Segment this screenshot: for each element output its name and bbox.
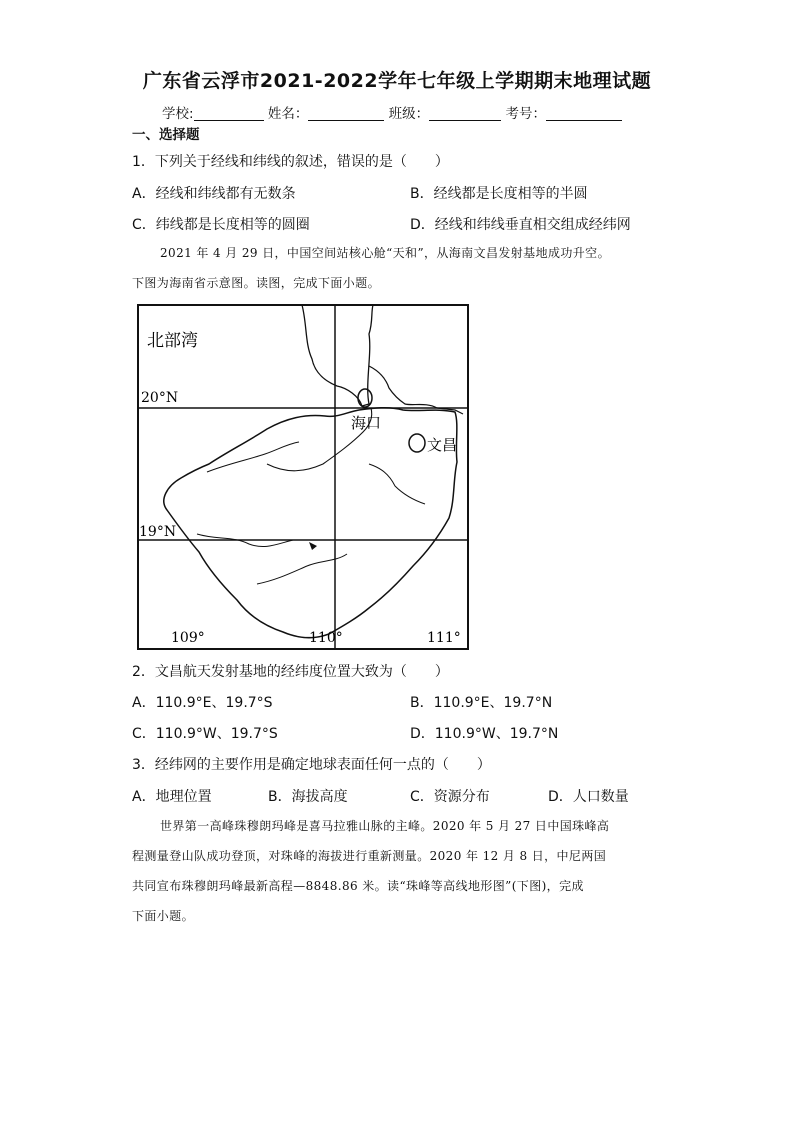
q3-option-d[interactable]: D．人口数量 <box>548 789 629 805</box>
q2-option-b[interactable]: B．110.9°E、19.7°N <box>410 695 553 711</box>
label-111: 111° <box>427 630 461 646</box>
label-haikou: 海口 <box>351 414 382 432</box>
name-label: 姓名： <box>267 106 309 122</box>
q2-option-d[interactable]: D．110.9°W、19.7°N <box>410 726 559 742</box>
peak-marker <box>309 542 317 550</box>
haikou-marker <box>358 389 372 407</box>
number-label: 考号： <box>505 106 546 122</box>
class-label: 班级： <box>388 106 430 122</box>
school-blank[interactable] <box>194 106 264 121</box>
passage-tianhe-line2: 下图为海南省示意图。读图，完成下面小题。 <box>132 276 381 290</box>
map-frame <box>138 305 468 649</box>
hainan-map <box>137 304 469 650</box>
q3-option-b[interactable]: B．海拔高度 <box>268 789 348 805</box>
mainland-coastline <box>302 305 373 406</box>
river-wanquan <box>369 464 425 504</box>
q2-option-c[interactable]: C．110.9°W、19.7°S <box>132 726 278 742</box>
passage-tianhe-line1: 2021 年 4 月 29 日，中国空间站核心舱“天和”，从海南文昌发射基地成功升空。 <box>160 246 610 260</box>
label-19n: 19°N <box>139 524 177 540</box>
q1-option-c[interactable]: C．纬线都是长度相等的圆圈 <box>132 217 310 233</box>
class-blank[interactable] <box>429 106 501 121</box>
label-wenchang: 文昌 <box>427 436 458 454</box>
wenchang-marker <box>409 434 425 452</box>
label-110: 110° <box>309 630 343 646</box>
passage-everest-line4: 下面小题。 <box>132 909 195 923</box>
q1-option-a[interactable]: A．经线和纬线都有无数条 <box>132 186 296 202</box>
number-blank[interactable] <box>546 106 622 121</box>
hainan-island-coastline <box>164 408 457 638</box>
school-label: 学校: <box>162 106 194 122</box>
mainland-east-coast <box>369 366 463 414</box>
passage-everest-line1: 世界第一高峰珠穆朗玛峰是喜马拉雅山脉的主峰。2020 年 5 月 27 日中国珠峰高 <box>160 819 610 833</box>
passage-everest-line3: 共同宣布珠穆朗玛峰最新高程—8848.86 米。读“珠峰等高线地形图”(下图)，完成 <box>132 879 584 893</box>
exam-title: 广东省云浮市2021-2022学年七年级上学期期末地理试题 <box>142 70 652 92</box>
name-blank[interactable] <box>308 106 384 121</box>
q3-option-c[interactable]: C．资源分布 <box>410 789 490 805</box>
passage-everest-line2: 程测量登山队成功登顶，对珠峰的海拔进行重新测量。2020 年 12 月 8 日，中尼两国 <box>132 849 607 863</box>
student-info-row <box>162 102 622 122</box>
q1-stem: 1．下列关于经线和纬线的叙述，错误的是（ ） <box>132 154 449 170</box>
label-20n: 20°N <box>141 390 179 406</box>
label-109: 109° <box>171 630 205 646</box>
label-beibu-gulf: 北部湾 <box>147 331 198 351</box>
q1-option-d[interactable]: D．经线和纬线垂直相交组成经纬网 <box>410 217 631 233</box>
q1-option-b[interactable]: B．经线都是长度相等的半圆 <box>410 186 588 202</box>
q3-stem: 3．经纬网的主要作用是确定地球表面任何一点的（ ） <box>132 757 491 773</box>
passage-everest <box>132 811 662 931</box>
q3-option-a[interactable]: A．地理位置 <box>132 789 212 805</box>
river-south <box>257 554 347 584</box>
section-heading: 一、选择题 <box>132 127 200 143</box>
q2-stem: 2．文昌航天发射基地的经纬度位置大致为（ ） <box>132 664 449 680</box>
passage-tianhe <box>132 238 662 298</box>
hainan-map-svg <box>137 304 469 650</box>
q2-option-a[interactable]: A．110.9°E、19.7°S <box>132 695 273 711</box>
